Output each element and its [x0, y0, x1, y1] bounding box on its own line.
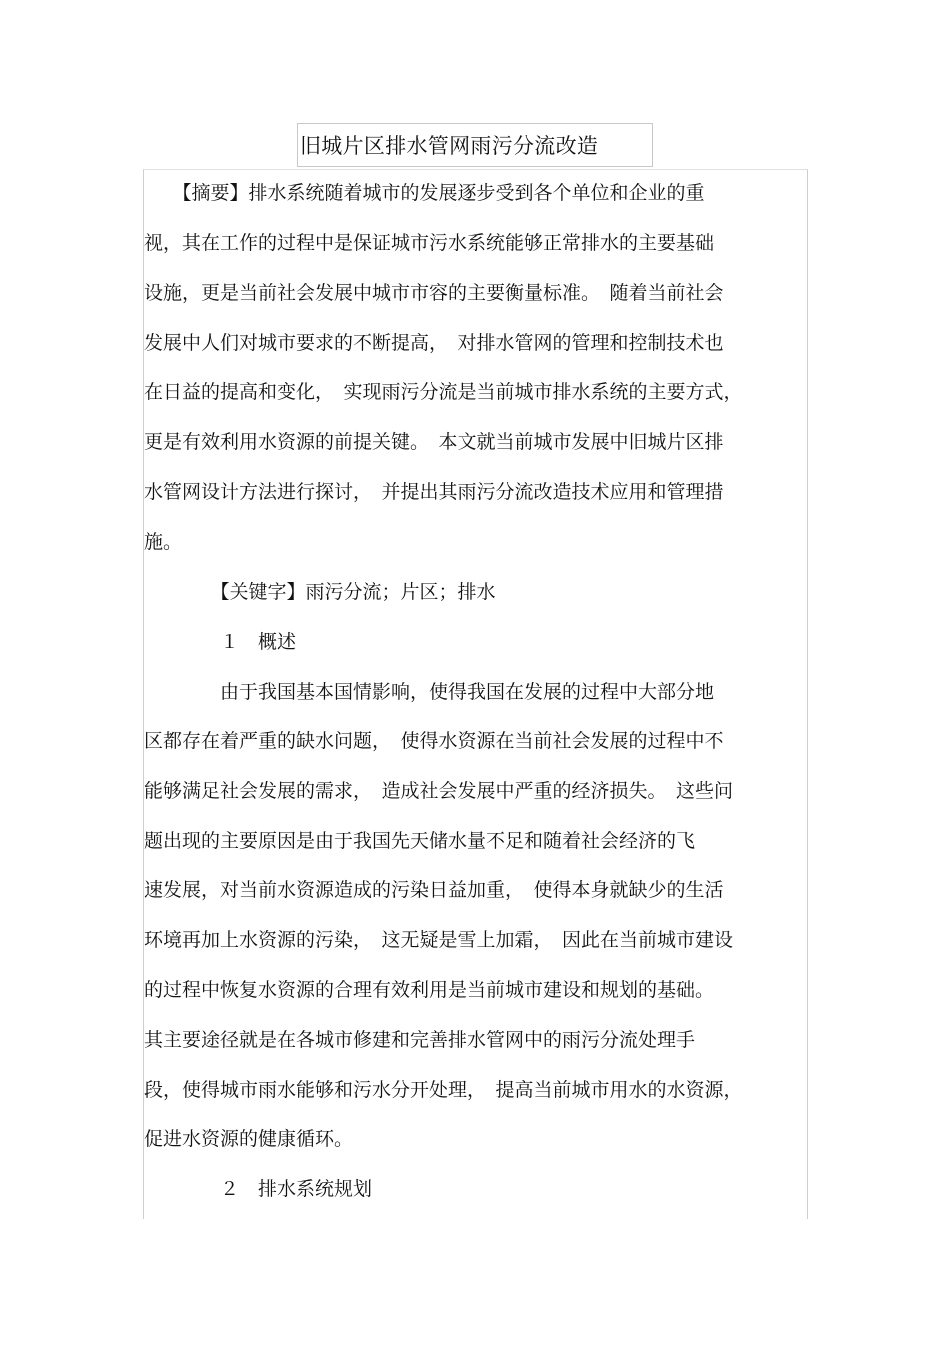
text-line-8: 施。 [144, 531, 183, 553]
text-line-15: 速发展，对当前水资源造成的污染日益加重， 使得本身就缺少的生活 [144, 879, 724, 901]
text-line-4: 发展中人们对城市要求的不断提高， 对排水管网的管理和控制技术也 [144, 332, 724, 354]
text-line-12: 区都存在着严重的缺水问题， 使得水资源在当前社会发展的过程中不 [144, 730, 724, 752]
text-line-17: 的过程中恢复水资源的合理有效利用是当前城市建设和规划的基础。 [144, 979, 715, 1001]
text-line-5: 在日益的提高和变化， 实现雨污分流是当前城市排水系统的主要方式， [144, 381, 743, 403]
text-line-3: 设施，更是当前社会发展中城市市容的主要衡量标准。 随着当前社会 [144, 282, 724, 304]
section-heading-1: １ 概述 [144, 631, 297, 653]
text-line-19: 段，使得城市雨水能够和污水分开处理， 提高当前城市用水的水资源， [144, 1079, 743, 1101]
text-line-7: 水管网设计方法进行探讨， 并提出其雨污分流改造技术应用和管理措 [144, 481, 724, 503]
text-line-6: 更是有效利用水资源的前提关键。 本文就当前城市发展中旧城片区排 [144, 431, 724, 453]
text-line-2: 视，其在工作的过程中是保证城市污水系统能够正常排水的主要基础 [144, 232, 715, 254]
text-line-16: 环境再加上水资源的污染， 这无疑是雪上加霜， 因此在当前城市建设 [144, 929, 734, 951]
text-line-1: 【摘要】排水系统随着城市的发展逐步受到各个单位和企业的重 [144, 182, 705, 204]
text-line-20: 促进水资源的健康循环。 [144, 1128, 354, 1150]
text-line-11: 由于我国基本国情影响，使得我国在发展的过程中大部分地 [144, 681, 715, 703]
document-title: 旧城片区排水管网雨污分流改造 [300, 134, 599, 158]
section-heading-2: ２ 排水系统规划 [144, 1178, 373, 1200]
text-line-13: 能够满足社会发展的需求， 造成社会发展中严重的经济损失。 这些问 [144, 780, 734, 802]
keywords-line: 【关键字】雨污分流；片区；排水 [144, 581, 496, 603]
text-line-18: 其主要途径就是在各城市修建和完善排水管网中的雨污分流处理手 [144, 1029, 696, 1051]
text-line-14: 题出现的主要原因是由于我国先天储水量不足和随着社会经济的飞 [144, 830, 696, 852]
